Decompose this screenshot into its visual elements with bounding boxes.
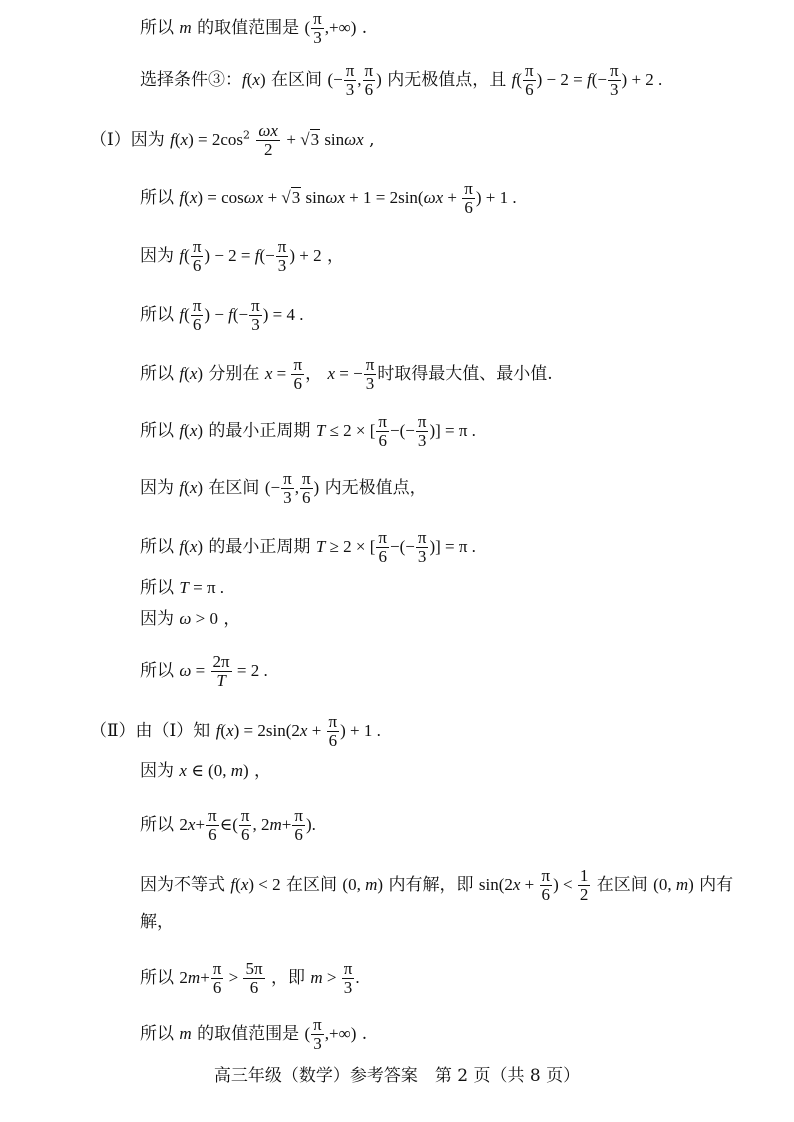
solution-line: （Ⅱ）由（Ⅰ）知 f(x) = 2sin(2x + $\frac{\pi}{6}$ ) + 1 . xyxy=(90,712,381,750)
solution-line: 因为 f(x) 在区间 (− $\frac{\pi}{3}$ , $\frac{\pi}{6}$ ) 内无极值点， xyxy=(140,469,427,507)
solution-line: 所以 f(x) = cosωx + √3 sinωx + 1 = 2sin(ωx + $\frac{\pi}{6}$ ) + 1 . xyxy=(140,179,517,217)
solution-line: 所以 2m+ $\frac{\pi}{6}$ > $\frac{5\pi}{6}$ ，即 m > $\frac{\pi}{3}$ . xyxy=(140,959,360,997)
solution-line: 所以 f(x) 的最小正周期 T ≤ 2 × [ $\frac{\pi}{6}$ −(− $\frac{\pi}{3}$ )] = π . xyxy=(140,412,476,450)
solution-line: 选择条件③：f(x) 在区间 (− $\frac{\pi}{3}$ , $\frac{\pi}{6}$ ) 内无极值点，且 f( $\frac{\pi}{6}$ ) − 2 = f(− $\frac{\pi}{3}$ ) + 2 . xyxy=(140,61,663,99)
solution-line: 所以 T = π . xyxy=(140,578,225,598)
solution-line: （Ⅰ）因为 $f(x) = 2\cos^2$ $\frac{\omega x}{2}$ + √3 sinωx , xyxy=(90,121,375,159)
solution-line: 所以 f( $\frac{\pi}{6}$ ) − f(− $\frac{\pi}{3}$ ) = 4 . xyxy=(140,296,304,334)
solution-line: 所以 2x+ $\frac{\pi}{6}$ ∈( $\frac{\pi}{6}$ , 2m+ $\frac{\pi}{6}$ ). xyxy=(140,806,316,844)
solution-line: 所以 m 的取值范围是 ( $\frac{\pi}{3}$ ,+∞) . xyxy=(140,9,368,47)
page-footer: 高三年级（数学）参考答案 第 2 页（共 8 页） xyxy=(213,1066,581,1086)
solution-line: 所以 ω = $\frac{2\pi}{T}$ = 2 . xyxy=(140,652,268,690)
solution-line: 解， xyxy=(140,912,174,932)
solution-line: 因为不等式 f(x) < 2 在区间 (0, m) 内有解，即 sin(2x + $\frac{\pi}{6}$ ) < $\frac{1}{2}$ 在区间 (0, m) 内有 xyxy=(140,866,734,904)
solution-line: 因为 x ∈ (0, m) ， xyxy=(140,761,272,781)
solution-line: 所以 m 的取值范围是 ( $\frac{\pi}{3}$ ,+∞) . xyxy=(140,1015,368,1053)
solution-line: 因为 ω > 0 ， xyxy=(140,609,241,629)
solution-line: 所以 f(x) 分别在 x = $\frac{\pi}{6}$ ， x = − $\frac{\pi}{3}$ 时取得最大值、最小值. xyxy=(140,355,553,393)
solution-line: 所以 f(x) 的最小正周期 T ≥ 2 × [ $\frac{\pi}{6}$ −(− $\frac{\pi}{3}$ )] = π . xyxy=(140,528,476,566)
solution-line: 因为 f( $\frac{\pi}{6}$ ) − 2 = f(− $\frac{\pi}{3}$ ) + 2 ， xyxy=(140,237,344,275)
